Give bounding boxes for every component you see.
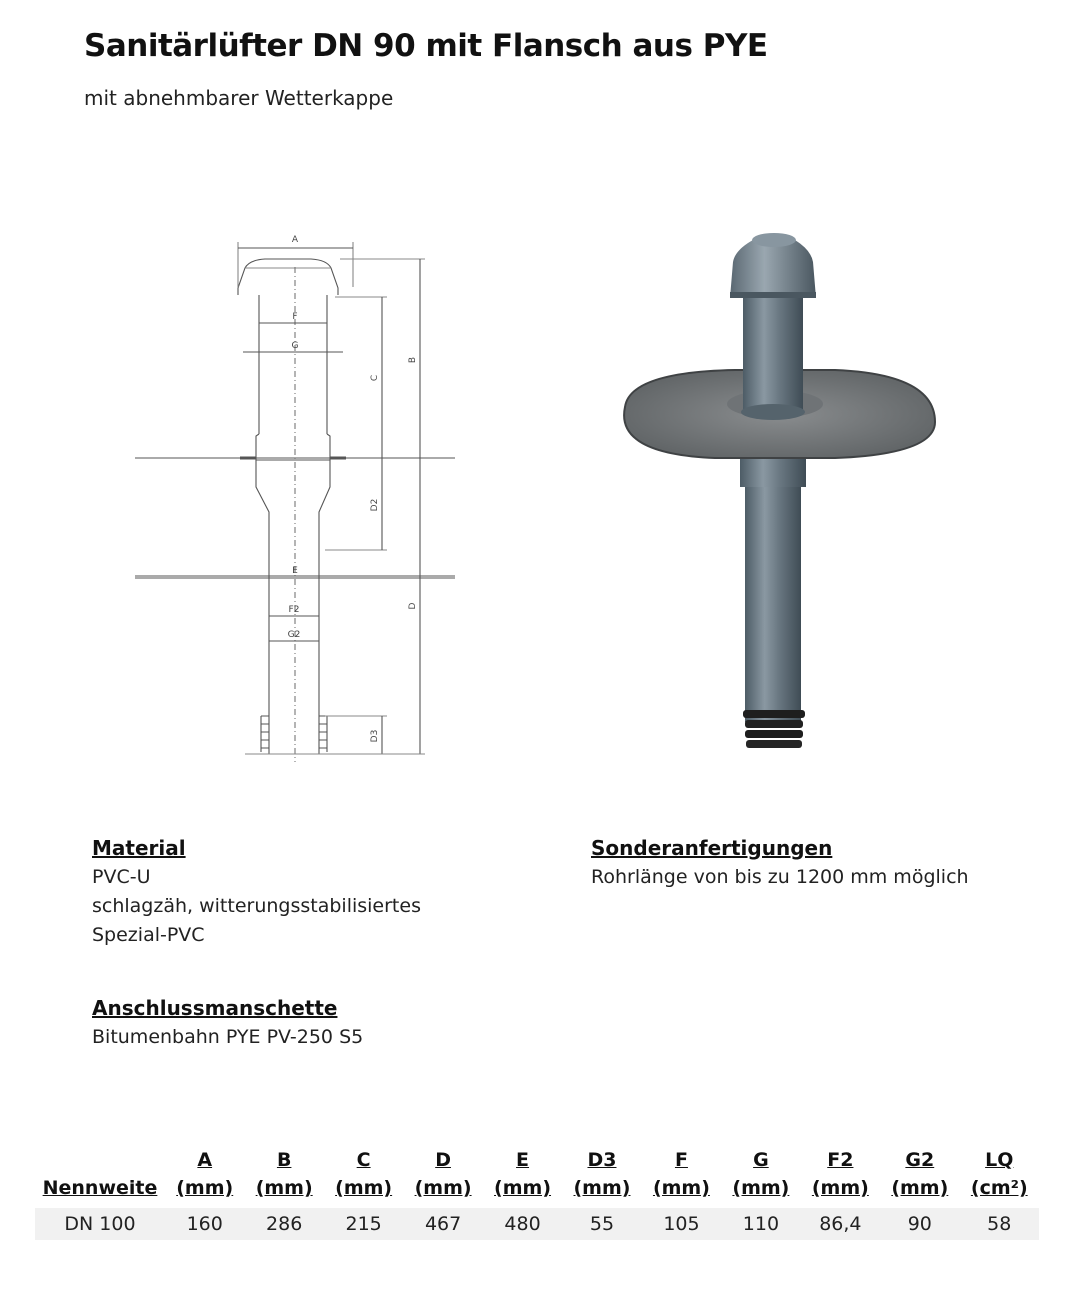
header-unit: (mm): [255, 1177, 313, 1199]
page-subtitle: mit abnehmbarer Wetterkappe: [84, 86, 394, 110]
header-f2: [801, 1146, 880, 1208]
sonder-text: Rohrlänge von bis zu 1200 mm möglich: [591, 866, 969, 888]
header-name: D: [435, 1149, 451, 1171]
header-unit: (mm): [811, 1177, 869, 1199]
cell-c: 215: [324, 1208, 403, 1240]
cell-f2: 86,4: [801, 1208, 880, 1240]
header-name: F2: [827, 1149, 854, 1171]
label-b: B: [408, 356, 418, 364]
header-g: [721, 1146, 800, 1208]
header-d: [403, 1146, 482, 1208]
cell-g: 110: [721, 1208, 800, 1240]
label-f: F: [292, 312, 298, 322]
label-e: E: [292, 566, 298, 576]
header-f: [642, 1146, 721, 1208]
spec-table: [35, 1146, 1039, 1240]
header-name: B: [276, 1149, 292, 1171]
header-unit: (mm): [494, 1177, 552, 1199]
header-unit: (mm): [732, 1177, 790, 1199]
cell-b: 286: [244, 1208, 323, 1240]
anschluss-section: [92, 994, 363, 1052]
material-line-3: Spezial-PVC: [92, 924, 205, 946]
material-line-2: schlagzäh, witterungsstabilisiertes: [92, 895, 421, 917]
material-line-1: PVC-U: [92, 866, 151, 888]
sonder-heading: Sonderanfertigungen: [591, 836, 833, 860]
header-b: [244, 1146, 323, 1208]
page-title: Sanitärlüfter DN 90 mit Flansch aus PYE: [84, 28, 768, 64]
header-name: G: [753, 1149, 769, 1171]
label-a: A: [291, 235, 299, 245]
cell-f: 105: [642, 1208, 721, 1240]
header-unit: (mm): [573, 1177, 631, 1199]
header-lq: [960, 1146, 1039, 1208]
material-heading: Material: [92, 836, 186, 860]
header-a: [165, 1146, 244, 1208]
table-header-row: [35, 1146, 1039, 1208]
label-g2: G2: [287, 630, 301, 640]
cell-d3: 55: [562, 1208, 641, 1240]
header-e: [483, 1146, 562, 1208]
product-image: [605, 222, 950, 767]
label-d3: D3: [370, 729, 380, 743]
header-unit: (mm): [335, 1177, 393, 1199]
header-unit: (cm²): [970, 1177, 1028, 1199]
material-section: [92, 834, 421, 950]
header-g2: [880, 1146, 959, 1208]
cell-e: 480: [483, 1208, 562, 1240]
header-name: D3: [587, 1149, 617, 1171]
header-d3: [562, 1146, 641, 1208]
header-name: F: [674, 1149, 688, 1171]
header-name: E: [516, 1149, 530, 1171]
label-c: C: [370, 374, 380, 382]
header-unit: (mm): [652, 1177, 710, 1199]
anschluss-text: Bitumenbahn PYE PV-250 S5: [92, 1026, 364, 1048]
label-f2: F2: [288, 605, 300, 615]
cell-a: 160: [165, 1208, 244, 1240]
cell-g2: 90: [880, 1208, 959, 1240]
label-d2: D2: [370, 498, 380, 512]
table-row: [35, 1208, 1039, 1240]
cell-lq: 58: [960, 1208, 1039, 1240]
label-d: D: [408, 602, 418, 610]
sonder-section: [591, 834, 969, 892]
anschluss-heading: Anschlussmanschette: [92, 996, 338, 1020]
header-name: LQ: [985, 1149, 1014, 1171]
header-nennweite: Nennweite: [42, 1177, 158, 1199]
cell-d: 467: [403, 1208, 482, 1240]
label-g: G: [291, 341, 299, 351]
header-unit: (mm): [414, 1177, 472, 1199]
header-name: A: [197, 1149, 213, 1171]
header-unit: (mm): [891, 1177, 949, 1199]
header-name: G2: [905, 1149, 935, 1171]
technical-drawing: [125, 222, 470, 767]
header-name: C: [356, 1149, 371, 1171]
header-c: [324, 1146, 403, 1208]
header-unit: (mm): [176, 1177, 234, 1199]
cell-nennweite: DN 100: [35, 1208, 165, 1240]
